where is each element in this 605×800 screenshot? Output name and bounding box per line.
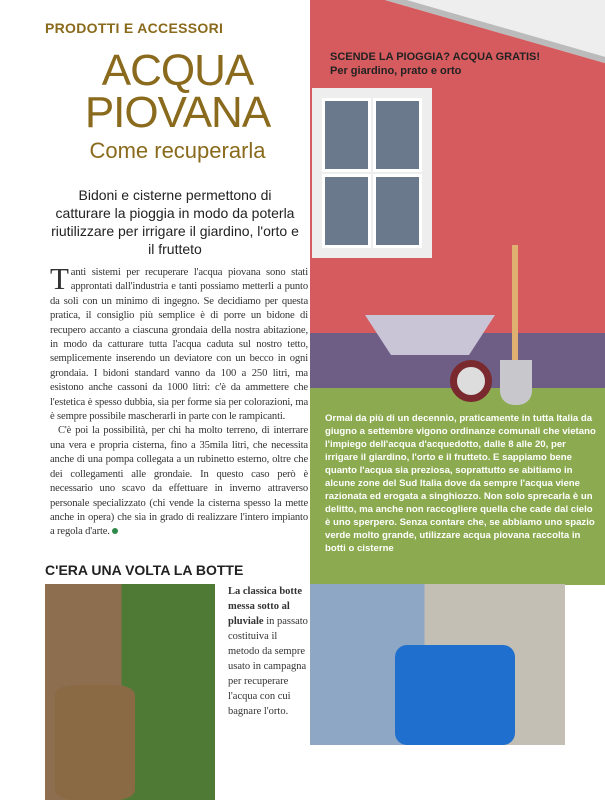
caption-text: in passato costituiva il metodo da sempre usato in campagna per recuperare l'acqua con cui bagnare l'orto.: [228, 616, 308, 717]
subtitle: Come recuperarla: [89, 138, 266, 163]
caption-bold: La classica botte messa sotto al pluviale: [228, 586, 303, 627]
blue-barrel: [395, 645, 515, 745]
title-line: PIOVANA: [84, 88, 271, 137]
box-kicker: [330, 50, 590, 78]
shovel-blade-icon: [500, 360, 532, 405]
paragraph-text: anti sistemi per recuperare l'acqua piovana sono stati approntati dall'industria e tanti possiamo metterli a punto da soli con un minimo di ingegno. Se decidiamo per questa pratica, il consiglio più semplice è di porre un bidone di recupero accanto a ciascuna grondaia della nostra abitazione, in modo da catturare tutta l'acqua caduta sul nostro tetto, semplicemente inserendo un deviatore con un becco in ogni grondaia. I bidoni standard vanno da 100 a 250 litri, ma esistono anche cassoni da 1000 litri: c'è da ammettere che l'estetica è spesso dubbia, sia per forme sia per colorazioni, ma è sempre possibile mascherarli in parte con le rampicanti.: [50, 267, 308, 423]
paragraph: [50, 261, 308, 424]
paragraph-text: C'è poi la possibilità, per chi ha molto terreno, di interrare una vera e propria cisterna, fino a 35mila litri, che necessita anche di una pompa collegata a un rubinetto esterno, oltre che dei collegamenti alle grondaie. In questo caso però è necessario uno scavo da effettuare in inverno attraverso personale specializzato (chi vende la cisterna spesso la mette anche in opera) che sia in grado di realizzare l'intero impianto a regola d'arte.: [50, 425, 308, 538]
box-text: Ormai da più di un decennio, praticamente in tutta Italia da giugno a settembre vigono ordinanze comunali che vietano l'impiego dell'acqua d'acquedotto, dalle 8 alle 20, per irrigare il giardino, l'orto e il frutteto. E sappiamo bene quanto l'acqua sia preziosa, soprattutto se abitiamo in alcune zone del Sud Italia dove da sempre l'acqua viene razionata ed erogata a singhiozzo. Non solo sprecarla è un delitto, ma anche non raccogliere quella che cade dal cielo è uno sperpero. Senza contare che, se abbiamo uno spazio verde molto grande, utilizzare acqua piovana raccolta in botti o cisterne: [325, 413, 596, 554]
window-pane: [322, 98, 371, 172]
window-pane: [322, 174, 371, 248]
wooden-barrel: [55, 685, 135, 800]
window-illustration: [312, 88, 432, 258]
drop-cap: T: [50, 261, 69, 296]
kicker-title: SCENDE LA PIOGGIA? ACQUA GRATIS!: [330, 51, 541, 63]
window-pane: [373, 174, 422, 248]
photo-caption: [228, 584, 308, 719]
article-body: [50, 261, 308, 540]
section-heading: C'ERA UNA VOLTA LA BOTTE: [45, 562, 244, 578]
kicker-subtitle: Per giardino, prato e orto: [330, 65, 462, 77]
end-mark-icon: [112, 528, 118, 534]
title-line: ACQUA: [101, 46, 254, 95]
wheel-icon: [450, 360, 492, 402]
section-label: PRODOTTI E ACCESSORI: [45, 20, 224, 36]
window-pane: [373, 98, 422, 172]
paragraph: [50, 424, 308, 539]
lead-paragraph: Bidoni e cisterne permettono di catturare la pioggia in modo da poterla riutilizzare per irrigare il giardino, l'orto e il frutteto: [51, 187, 299, 257]
page-title: [45, 46, 310, 137]
shovel-icon: [512, 245, 518, 365]
